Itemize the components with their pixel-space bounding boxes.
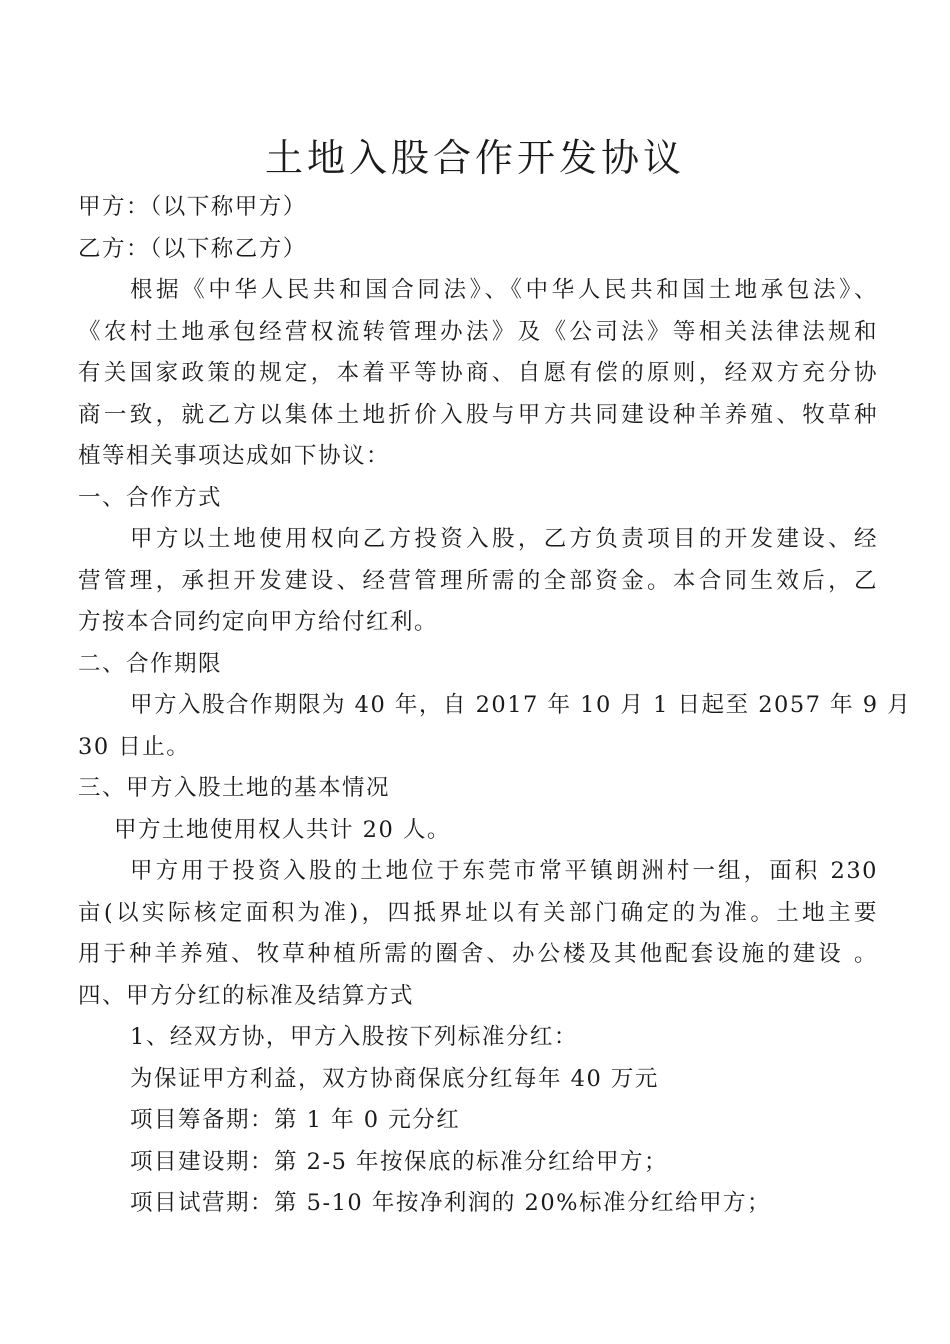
party-a-line: 甲方：（以下称甲方）	[78, 194, 307, 220]
section-4-line: 项目筹备期：第 1 年 0 元分红	[130, 1107, 461, 1133]
section-3-line: 用于种羊养殖、牧草种植所需的圈舍、办公楼及其他配套设施的建设 。	[78, 941, 878, 967]
party-b-line: 乙方：（以下称乙方）	[78, 235, 307, 262]
preamble-line: 商一致，就乙方以集体土地折价入股与甲方共同建设种羊养殖、牧草种	[78, 401, 878, 428]
section-1-heading: 一、合作方式	[78, 484, 223, 511]
section-4-line: 项目试营期：第 5-10 年按净利润的 20%标准分红给甲方；	[130, 1190, 772, 1216]
preamble-line: 有关国家政策的规定，本着平等协商、自愿有偿的原则，经双方充分协	[78, 360, 878, 386]
preamble-line: 《农村土地承包经营权流转管理办法》及《公司法》等相关法律法规和	[78, 318, 878, 345]
section-4-line: 1、经双方协，甲方入股按下列标准分红：	[130, 1024, 578, 1050]
section-4-line: 为保证甲方利益，双方协商保底分红每年 40 万元	[130, 1065, 659, 1092]
section-2-line: 30 日止。	[78, 733, 191, 760]
section-3-line: 亩(以实际核定面积为准)，四抵界址以有关部门确定的为准。土地主要	[78, 899, 878, 926]
section-4-heading: 四、甲方分红的标准及结算方式	[78, 982, 415, 1009]
section-2-heading: 二、合作期限	[78, 650, 223, 677]
preamble-line: 植等相关事项达成如下协议：	[78, 443, 391, 469]
section-4-line: 项目建设期：第 2-5 年按保底的标准分红给甲方；	[130, 1148, 669, 1175]
section-3-heading: 三、甲方入股土地的基本情况	[78, 775, 391, 801]
section-3-line: 甲方用于投资入股的土地位于东莞市常平镇朗洲村一组，面积 230	[130, 858, 878, 884]
section-3-holders: 甲方土地使用权人共计 20 人。	[114, 816, 451, 843]
section-1-line: 营管理，承担开发建设、经营管理所需的全部资金。本合同生效后，乙	[78, 567, 878, 594]
document-body	[78, 187, 912, 1225]
preamble-line: 根据《中华人民共和国合同法》、《中华人民共和国土地承包法》、	[130, 277, 878, 303]
section-1-line: 甲方以土地使用权向乙方投资入股，乙方负责项目的开发建设、经	[130, 526, 878, 552]
document-title: 土地入股合作开发协议	[264, 136, 685, 180]
section-2-line: 甲方入股合作期限为 40 年，自 2017 年 10 月 1 日起至 2057 年 9 月	[130, 692, 912, 718]
section-1-line: 方按本合同约定向甲方给付红利。	[78, 609, 439, 635]
